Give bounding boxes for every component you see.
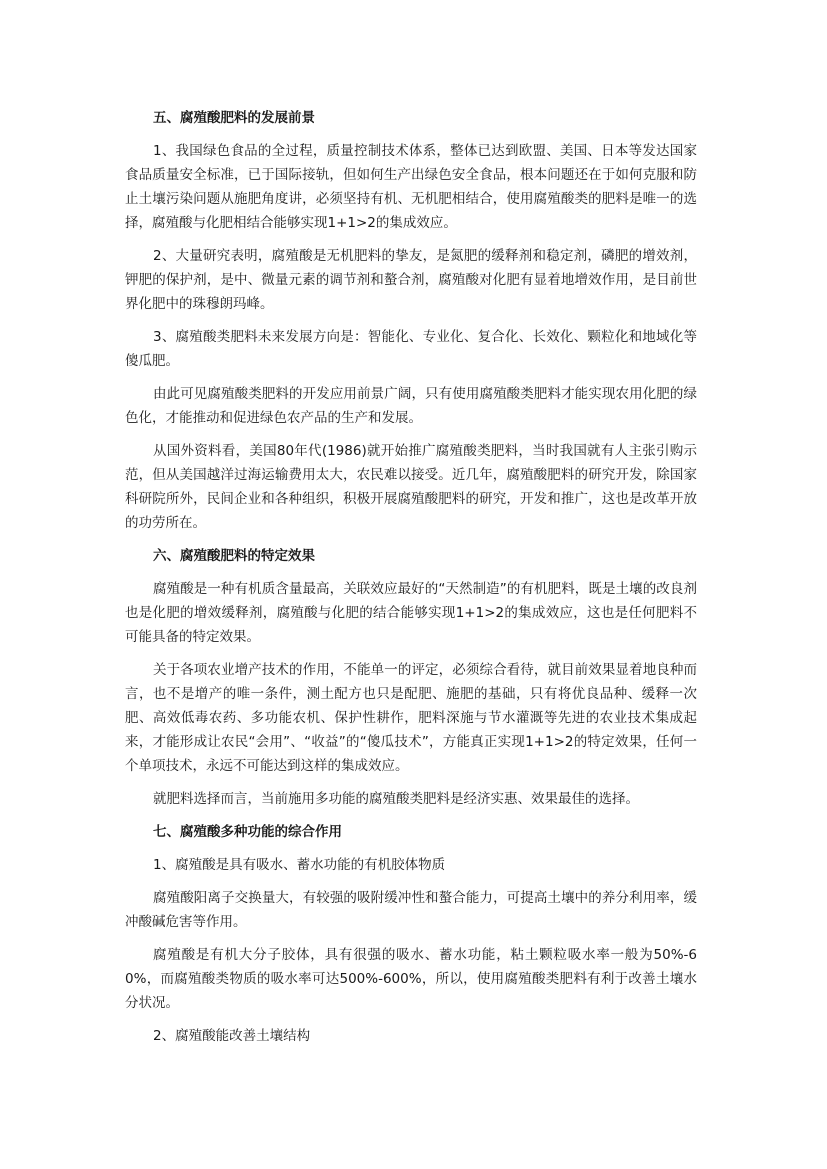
paragraph: 1、腐殖酸是具有吸水、蓄水功能的有机胶体物质 xyxy=(153,857,446,873)
paragraph: 就肥料选择而言，当前施用多功能的腐殖酸类肥料是经济实惠、效果最佳的选择。 xyxy=(153,791,639,807)
paragraph: 3、腐殖酸类肥料未来发展方向是：智能化、专业化、复合化、长效化、颗粒化和地域化等傻瓜肥。 xyxy=(125,329,697,369)
paragraph: 腐殖酸阳离子交换量大，有较强的吸附缓冲性和螯合能力，可提高土壤中的养分利用率，缓冲酸碱危害等作用。 xyxy=(125,890,697,930)
section-heading-5: 五、腐殖酸肥料的发展前景 xyxy=(153,110,315,126)
paragraph: 关于各项农业增产技术的作用，不能单一的评定，必须综合看待，就目前效果显着地良种而言，也不是增产的唯一条件，测土配方也只是配肥、施肥的基础，只有将优良品种、缓释一次肥、高效低毒农药、多功能农机、保护性耕作，肥料深施与节水灌溉等先进的农业技术集成起来，才能形成让农民“会用”、“收益”的“傻瓜技术”，方能真正实现1+1>2的特定效果，任何一个单项技术，永远不可能达到这样的集成效应。 xyxy=(125,662,697,774)
paragraph: 1、我国绿色食品的全过程，质量控制技术体系，整体已达到欧盟、美国、日本等发达国家食品质量安全标准，已于国际接轨，但如何生产出绿色安全食品，根本问题还在于如何克服和防止土壤污染问题从施肥角度讲，必须坚持有机、无机肥相结合，使用腐殖酸类的肥料是唯一的选择，腐殖酸与化肥相结合能够实现1+1>2的集成效应。 xyxy=(125,143,697,231)
paragraph: 2、腐殖酸能改善土壤结构 xyxy=(153,1028,311,1044)
section-heading-6: 六、腐殖酸肥料的特定效果 xyxy=(153,548,315,564)
paragraph: 腐殖酸是一种有机质含量最高，关联效应最好的“天然制造”的有机肥料，既是土壤的改良剂也是化肥的增效缓释剂，腐殖酸与化肥的结合能够实现1+1>2的集成效应，这也是任何肥料不可能具备的特定效果。 xyxy=(125,581,697,645)
document-page xyxy=(125,106,697,1057)
paragraph: 从国外资料看，美国80年代(1986)就开始推广腐殖酸类肥料，当时我国就有人主张引购示范，但从美国越洋过海运输费用太大，农民难以接受。近几年，腐殖酸肥料的研究开发，除国家科研院所外，民间企业和各种组织，积极开展腐殖酸肥料的研究，开发和推广，这也是改革开放的功劳所在。 xyxy=(125,443,697,531)
section-heading-7: 七、腐殖酸多种功能的综合作用 xyxy=(153,824,342,840)
paragraph: 由此可见腐殖酸类肥料的开发应用前景广阔，只有使用腐殖酸类肥料才能实现农用化肥的绿色化，才能推动和促进绿色农产品的生产和发展。 xyxy=(125,386,697,426)
paragraph: 腐殖酸是有机大分子胶体，具有很强的吸水、蓄水功能，粘土颗粒吸水率一般为50%-60%，而腐殖酸类物质的吸水率可达500%-600%，所以，使用腐殖酸类肥料有利于改善土壤水分状况。 xyxy=(125,947,697,1011)
paragraph: 2、大量研究表明，腐殖酸是无机肥料的挚友，是氮肥的缓释剂和稳定剂，磷肥的增效剂，钾肥的保护剂，是中、微量元素的调节剂和螯合剂，腐殖酸对化肥有显着地增效作用，是目前世界化肥中的珠穆朗玛峰。 xyxy=(125,248,697,312)
